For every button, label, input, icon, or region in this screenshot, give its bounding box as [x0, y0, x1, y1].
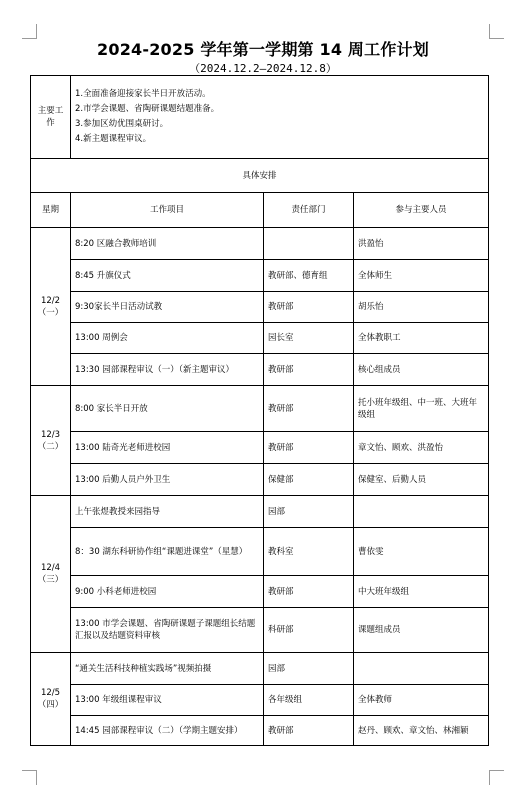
table-row	[31, 496, 489, 528]
participants: 全体教职工	[354, 323, 489, 354]
participants: 洪盈怡	[354, 228, 489, 260]
work-item: 13:00 市学会课题、省陶研课题子课题组长结题汇报以及结题资料审核	[71, 608, 264, 653]
table-row	[31, 354, 489, 386]
main-work-label: 主要工作	[31, 76, 71, 159]
day-cell-wednesday: 12/4 （三）	[31, 496, 71, 653]
work-item: 8：30 湖东科研协作组“课题进课堂”（星慧）	[71, 528, 264, 576]
table-header-row	[31, 193, 489, 228]
work-item: 13:30 园部课程审议（一）（新主题审议）	[71, 354, 264, 386]
main-work-item: 1.全面准备迎接家长半日开放活动。	[75, 89, 211, 99]
responsible-dept: 各年级组	[264, 685, 354, 716]
participants: 中大班年级组	[354, 576, 489, 608]
participants: 章文怡、顾欢、洪盈怡	[354, 432, 489, 464]
responsible-dept: 教研部、德育组	[264, 260, 354, 292]
responsible-dept: 园部	[264, 653, 354, 685]
day-cell-thursday: 12/5 （四）	[31, 653, 71, 746]
main-work-row	[31, 76, 489, 159]
main-work-item: 2.市学会课题、省陶研课题结题准备。	[75, 104, 220, 114]
work-item: “通关生活科技种植实践场”视频拍摄	[71, 653, 264, 685]
main-work-item: 3.参加区幼优围桌研讨。	[75, 119, 169, 129]
table-row	[31, 608, 489, 653]
table-row	[31, 685, 489, 716]
main-work-item: 4.新主题课程审议。	[75, 134, 152, 144]
header-people: 参与主要人员	[354, 193, 489, 228]
responsible-dept: 教研部	[264, 716, 354, 746]
participants: 胡乐怡	[354, 292, 489, 323]
day-cell-tuesday: 12/3 （二）	[31, 386, 71, 496]
work-item: 8:00 家长半日开放	[71, 386, 264, 432]
participants: 保健室、后勤人员	[354, 464, 489, 496]
responsible-dept: 保健部	[264, 464, 354, 496]
responsible-dept: 教研部	[264, 386, 354, 432]
responsible-dept: 教科室	[264, 528, 354, 576]
table-row	[31, 260, 489, 292]
table-row	[31, 323, 489, 354]
participants	[354, 653, 489, 685]
participants: 托小班年级组、中一班、大班年级组	[354, 386, 489, 432]
work-item: 8:45 升旗仪式	[71, 260, 264, 292]
participants: 曹依雯	[354, 528, 489, 576]
work-item: 上午张煜教授来园指导	[71, 496, 264, 528]
work-item: 13:00 陆奇光老师进校园	[71, 432, 264, 464]
work-item: 13:00 周例会	[71, 323, 264, 354]
main-work-list	[71, 76, 489, 159]
work-item: 14:45 园部课程审议（二）（学期主题安排）	[71, 716, 264, 746]
work-item: 8:20 区融合教师培训	[71, 228, 264, 260]
page-corner-mark	[489, 770, 504, 785]
table-row	[31, 432, 489, 464]
work-plan-table	[30, 75, 489, 746]
responsible-dept	[264, 228, 354, 260]
table-row	[31, 228, 489, 260]
participants: 核心组成员	[354, 354, 489, 386]
work-item: 9:00 小科老师进校园	[71, 576, 264, 608]
table-row	[31, 292, 489, 323]
work-item: 13:00 年级组课程审议	[71, 685, 264, 716]
date-range: （2024.12.2—2024.12.8）	[189, 62, 337, 75]
header-day: 星期	[31, 193, 71, 228]
responsible-dept: 教研部	[264, 292, 354, 323]
responsible-dept: 教研部	[264, 354, 354, 386]
responsible-dept: 科研部	[264, 608, 354, 653]
responsible-dept: 园部	[264, 496, 354, 528]
participants: 全体教师	[354, 685, 489, 716]
work-item: 13:00 后勤人员户外卫生	[71, 464, 264, 496]
table-row	[31, 464, 489, 496]
section-title: 具体安排	[31, 159, 489, 193]
participants	[354, 496, 489, 528]
table-row	[31, 386, 489, 432]
responsible-dept: 教研部	[264, 576, 354, 608]
responsible-dept: 园长室	[264, 323, 354, 354]
table-row	[31, 653, 489, 685]
page-corner-mark	[22, 770, 37, 785]
table-row	[31, 716, 489, 746]
responsible-dept: 教研部	[264, 432, 354, 464]
table-row	[31, 576, 489, 608]
header-item: 工作项目	[71, 193, 264, 228]
day-cell-monday: 12/2 （一）	[31, 228, 71, 386]
table-row	[31, 528, 489, 576]
participants: 赵丹、顾欢、章文怡、林湘颖	[354, 716, 489, 746]
page-title: 2024-2025 学年第一学期第 14 周工作计划	[97, 40, 429, 59]
work-item: 9:30家长半日活动试教	[71, 292, 264, 323]
header-dept: 责任部门	[264, 193, 354, 228]
participants: 全体师生	[354, 260, 489, 292]
participants: 课题组成员	[354, 608, 489, 653]
